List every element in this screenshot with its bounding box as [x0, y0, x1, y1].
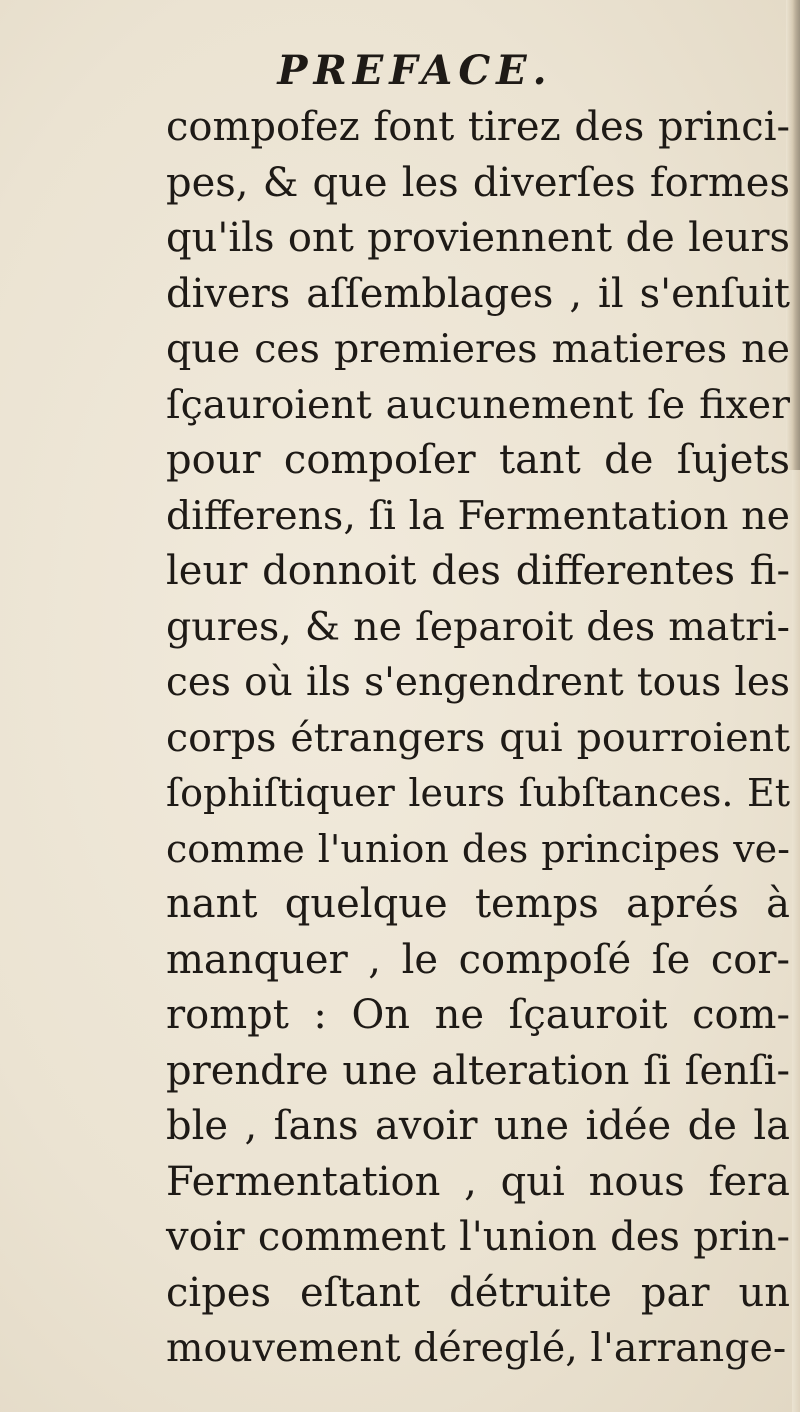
text-line: ces où ils s'engendrent tous les [166, 660, 790, 705]
text-line: ſophiſtiquer leurs ſubſtances. Et [166, 771, 790, 815]
body-text [166, 100, 790, 1377]
text-line: manquer , le compoſé ſe cor- [166, 936, 790, 983]
text-line: ſçauroient aucunement ſe fixer [166, 381, 790, 428]
text-line: que ces premieres matieres ne [166, 326, 790, 372]
text-line: pes, & que les diverſes formes [166, 159, 790, 206]
text-line: leur donnoit des differentes fi- [166, 548, 790, 594]
text-line: corps étrangers qui pourroient [166, 714, 790, 761]
text-line: divers aſſemblages , il s'enſuit [166, 270, 790, 317]
text-line: compofez font tirez des princi- [166, 104, 790, 150]
text-line: voir comment l'union des prin- [166, 1214, 790, 1260]
text-line: gures, & ne ſeparoit des matri- [166, 603, 790, 650]
text-line: Fermentation , qui nous fera [166, 1158, 790, 1205]
text-line: rompt : On ne ſçauroit com- [166, 992, 790, 1038]
text-line: qu'ils ont proviennent de leurs [166, 215, 790, 261]
text-line: cipes eſtant détruite par un [166, 1269, 790, 1316]
text-line: comme l'union des principes ve- [166, 826, 790, 871]
text-line: pour compoſer tant de ſujets [166, 437, 790, 483]
text-line: nant quelque temps aprés à [166, 881, 790, 927]
text-line: mouvement déreglé, l'arrange- [166, 1325, 787, 1371]
text-line: ble , ſans avoir une idée de la [166, 1103, 790, 1149]
running-head: PREFACE. [277, 47, 553, 94]
text-line: differens, ſi la Fermentation ne [166, 492, 790, 539]
page-edge [792, 470, 800, 1412]
text-line: prendre une alteration ſi ſenſi- [166, 1047, 790, 1094]
